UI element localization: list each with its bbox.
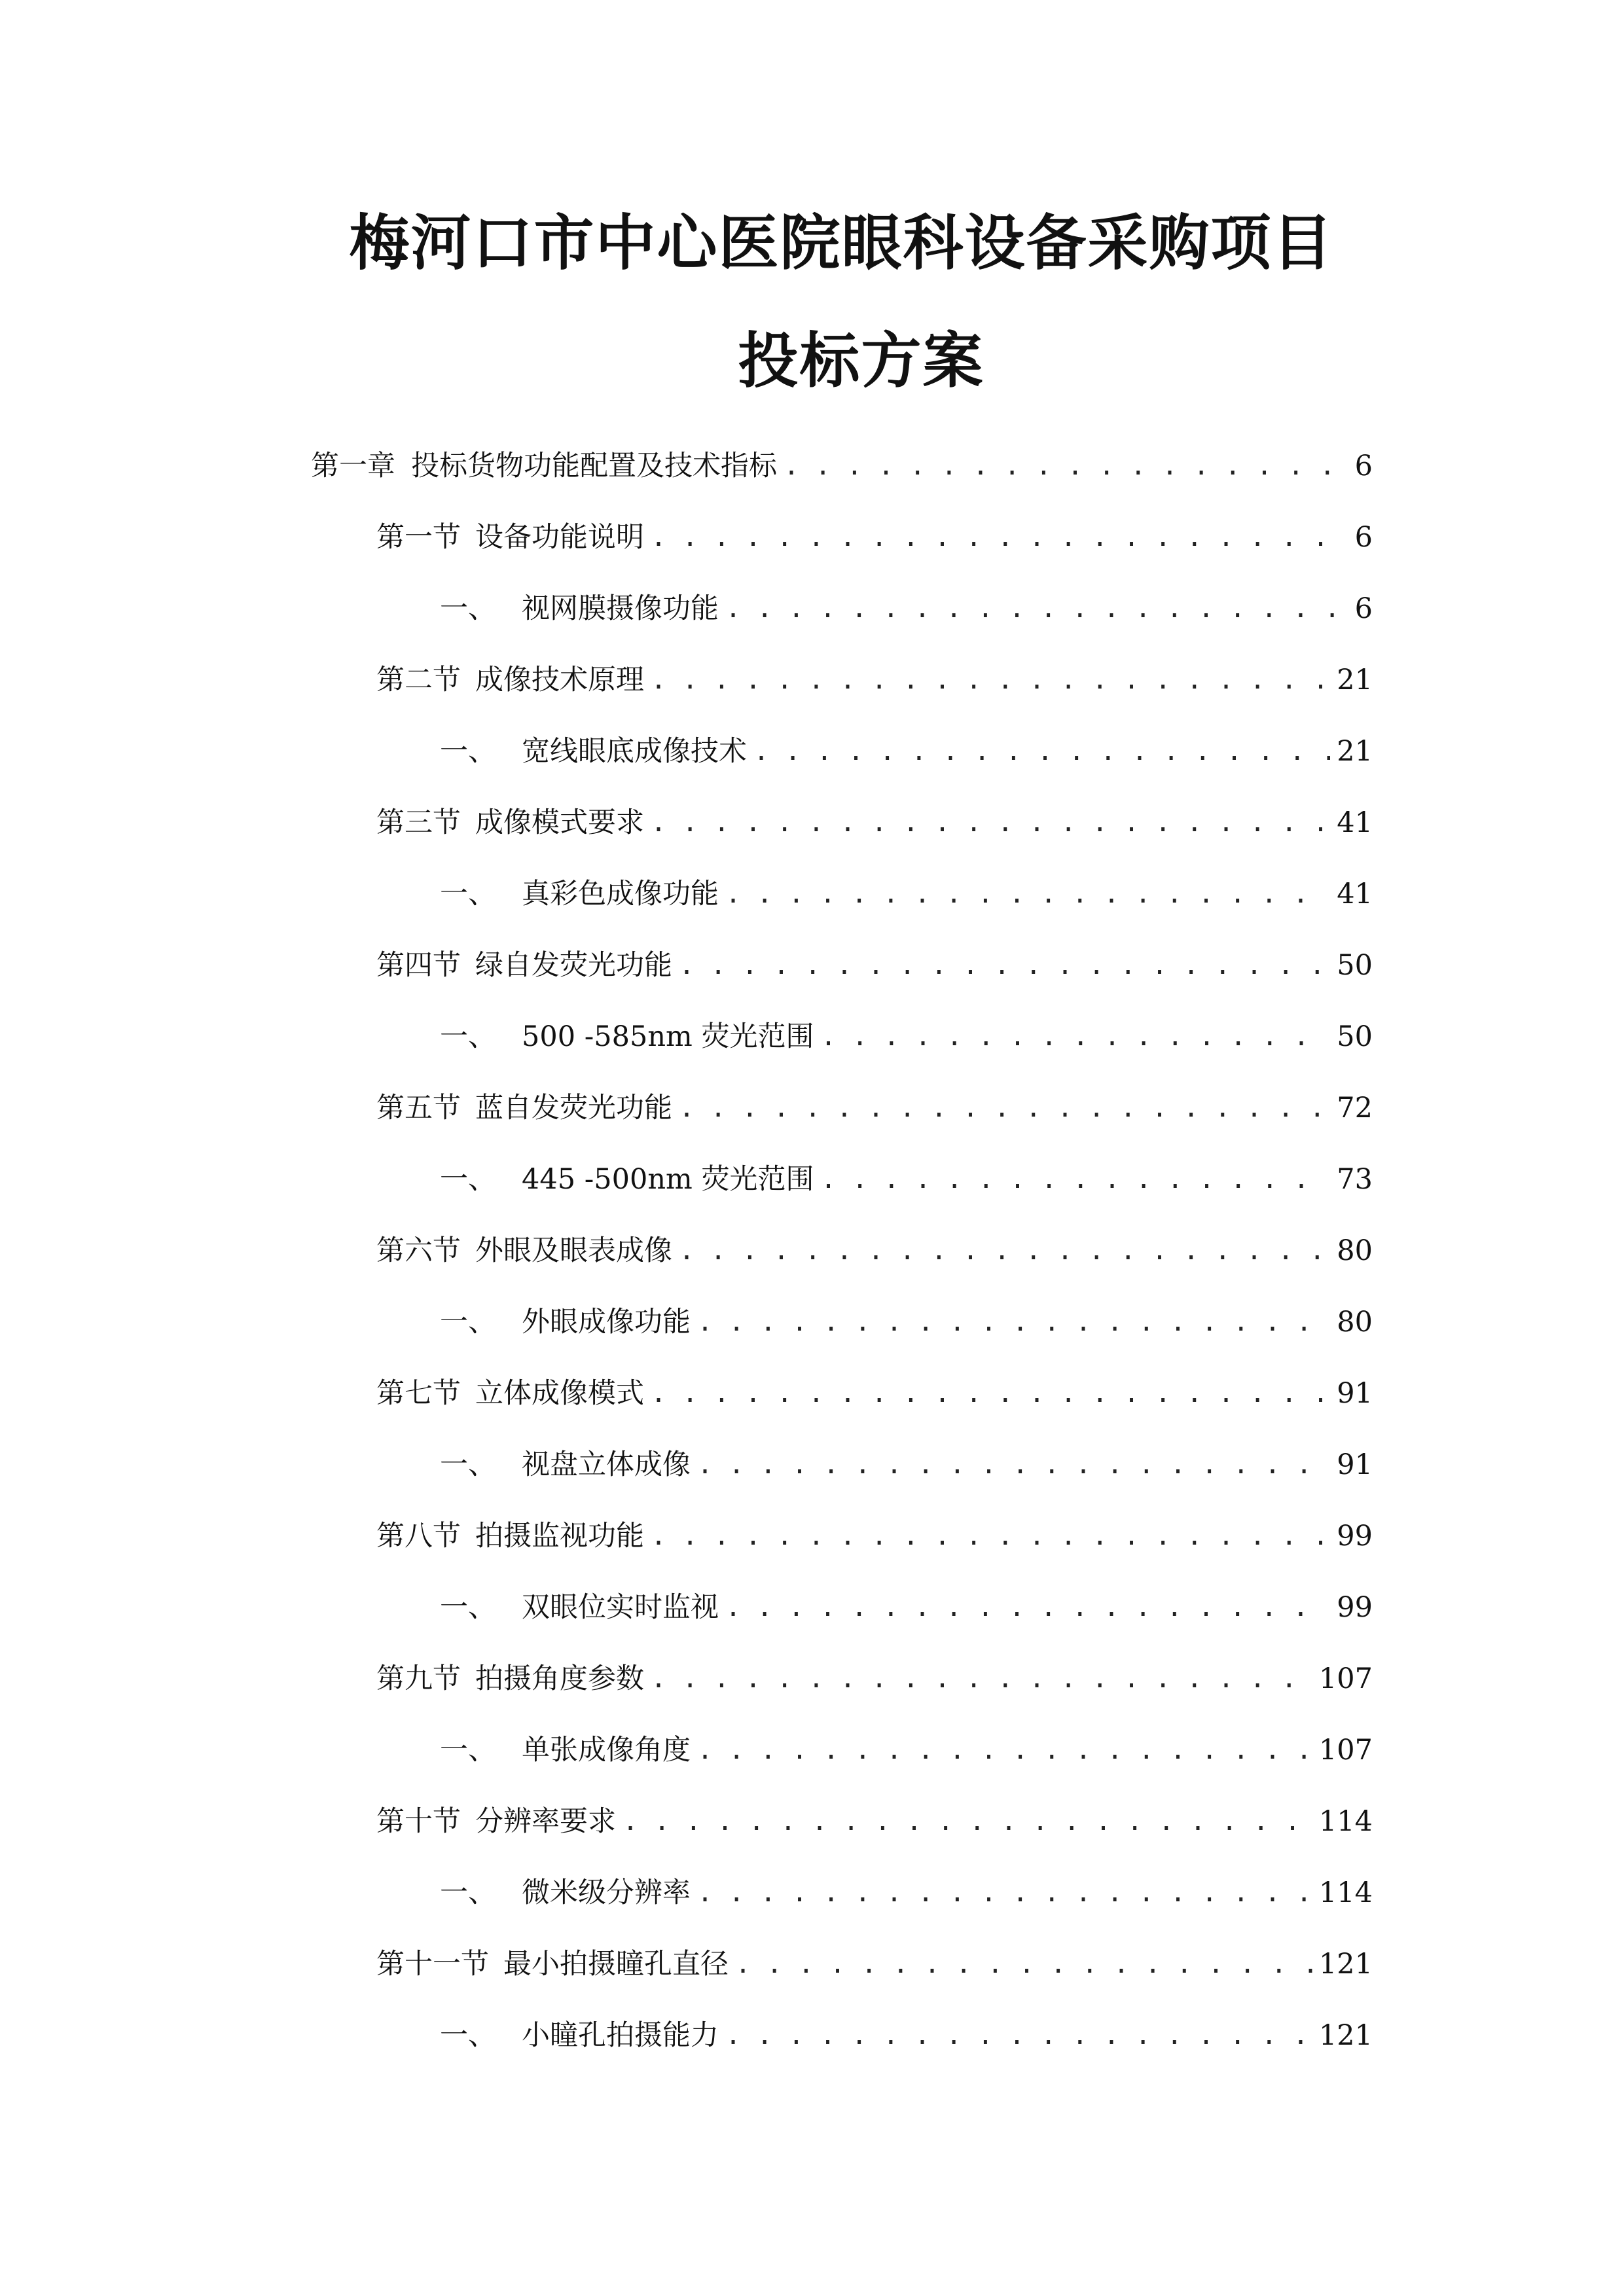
toc-entry-label: 投标货物功能配置及技术指标 xyxy=(411,450,777,482)
toc-item-number: 一、 xyxy=(440,1876,496,1909)
dot-leader xyxy=(697,1873,1312,1912)
toc-item-number: 一、 xyxy=(440,1020,496,1053)
toc-entry-label: 外眼及眼表成像 xyxy=(475,1234,672,1267)
dot-leader xyxy=(725,874,1330,914)
document-title: 梅河口市中心医院眼科设备采购项目 xyxy=(349,207,1334,278)
toc-page-number: 121 xyxy=(1318,2019,1373,2052)
dot-leader xyxy=(651,1373,1330,1413)
toc-entry-item[interactable] xyxy=(440,1302,1373,1342)
toc-section-number: 第二节 xyxy=(376,664,461,696)
toc-entry-section[interactable] xyxy=(376,1945,1373,1984)
toc-page-number: 6 xyxy=(1354,521,1373,554)
dot-leader xyxy=(623,1801,1312,1841)
toc-section-number: 第十一节 xyxy=(376,1948,489,1981)
toc-entry-item[interactable] xyxy=(440,1588,1373,1627)
toc-entry-label: 445 -500nm 荧光范围 xyxy=(522,1163,814,1196)
dot-leader xyxy=(697,1302,1330,1342)
toc-entry-label: 500 -585nm 荧光范围 xyxy=(522,1020,814,1053)
dot-leader xyxy=(725,1587,1330,1627)
toc-entry-label: 视盘立体成像 xyxy=(522,1448,691,1481)
toc-entry-label: 微米级分辨率 xyxy=(522,1876,691,1909)
toc-entry-section[interactable] xyxy=(376,1374,1373,1413)
toc-item-number: 一、 xyxy=(440,878,496,910)
dot-leader xyxy=(651,660,1330,700)
toc-page-number: 21 xyxy=(1337,735,1373,768)
toc-entry-item[interactable] xyxy=(440,1445,1373,1484)
toc-entry-section[interactable] xyxy=(376,803,1373,842)
toc-section-number: 第十节 xyxy=(376,1805,461,1838)
toc-entry-item[interactable] xyxy=(440,874,1373,914)
toc-entry-section[interactable] xyxy=(376,946,1373,985)
dot-leader xyxy=(651,1659,1312,1698)
toc-entry-item[interactable] xyxy=(440,2016,1373,2055)
toc-page-number: 114 xyxy=(1318,1876,1373,1909)
toc-item-number: 一、 xyxy=(440,1163,496,1196)
toc-entry-label: 成像技术原理 xyxy=(475,664,644,696)
toc-item-number: 一、 xyxy=(440,2019,496,2052)
toc-page-number: 80 xyxy=(1337,1306,1373,1338)
toc-section-number: 第七节 xyxy=(376,1377,461,1410)
toc-item-number: 一、 xyxy=(440,1591,496,1624)
dot-leader xyxy=(697,1444,1330,1484)
toc-page-number: 6 xyxy=(1354,592,1373,625)
toc-page-number: 50 xyxy=(1337,949,1373,982)
toc-entry-item[interactable] xyxy=(440,1017,1373,1056)
toc-page-number: 121 xyxy=(1318,1948,1373,1981)
toc-section-number: 第四节 xyxy=(376,949,461,982)
toc-section-number: 第九节 xyxy=(376,1662,461,1695)
toc-section-number: 第五节 xyxy=(376,1092,461,1124)
document-subtitle: 投标方案 xyxy=(738,325,984,396)
dot-leader xyxy=(820,1016,1330,1056)
dot-leader xyxy=(651,517,1348,557)
toc-entry-label: 拍摄监视功能 xyxy=(475,1520,644,1552)
dot-leader xyxy=(784,446,1348,486)
toc-entry-section[interactable] xyxy=(376,1231,1373,1270)
toc-page-number: 72 xyxy=(1337,1092,1373,1124)
toc-item-number: 一、 xyxy=(440,592,496,625)
dot-leader xyxy=(679,945,1330,985)
toc-entry-label: 立体成像模式 xyxy=(475,1377,644,1410)
toc-item-number: 一、 xyxy=(440,1306,496,1338)
toc-entry-label: 宽线眼底成像技术 xyxy=(522,735,747,768)
toc-section-number: 第六节 xyxy=(376,1234,461,1267)
toc-page-number: 107 xyxy=(1318,1734,1373,1767)
toc-entry-label: 设备功能说明 xyxy=(475,521,644,554)
toc-item-number: 一、 xyxy=(440,1448,496,1481)
toc-page-number: 21 xyxy=(1337,664,1373,696)
toc-entry-label: 绿自发荧光功能 xyxy=(475,949,672,982)
dot-leader xyxy=(820,1159,1330,1199)
toc-entry-item[interactable] xyxy=(440,732,1373,771)
toc-page-number: 6 xyxy=(1354,450,1373,482)
dot-leader xyxy=(697,1730,1312,1770)
toc-entry-item[interactable] xyxy=(440,1873,1373,1912)
toc-chapter-number: 第一章 xyxy=(311,450,395,482)
toc-entry-item[interactable] xyxy=(440,1731,1373,1770)
toc-entry-label: 小瞳孔拍摄能力 xyxy=(522,2019,719,2052)
toc-page-number: 99 xyxy=(1337,1520,1373,1552)
toc-page-number: 114 xyxy=(1318,1805,1373,1838)
toc-page-number: 80 xyxy=(1337,1234,1373,1267)
toc-entry-item[interactable] xyxy=(440,589,1373,628)
toc-page-number: 50 xyxy=(1337,1020,1373,1053)
toc-entry-chapter-1[interactable] xyxy=(311,446,1373,486)
toc-entry-section[interactable] xyxy=(376,1659,1373,1698)
toc-entry-label: 成像模式要求 xyxy=(475,806,644,839)
toc-entry-section[interactable] xyxy=(376,1516,1373,1556)
toc-entry-label: 拍摄角度参数 xyxy=(475,1662,644,1695)
dot-leader xyxy=(735,1944,1312,1984)
toc-section-number: 第八节 xyxy=(376,1520,461,1552)
toc-page-number: 99 xyxy=(1337,1591,1373,1624)
toc-section-number: 第一节 xyxy=(376,521,461,554)
toc-entry-item[interactable] xyxy=(440,1160,1373,1199)
toc-entry-label: 视网膜摄像功能 xyxy=(522,592,719,625)
dot-leader xyxy=(679,1230,1330,1270)
toc-entry-label: 外眼成像功能 xyxy=(522,1306,691,1338)
toc-page-number: 91 xyxy=(1337,1448,1373,1481)
toc-entry-label: 蓝自发荧光功能 xyxy=(475,1092,672,1124)
toc-entry-label: 真彩色成像功能 xyxy=(522,878,719,910)
dot-leader xyxy=(679,1088,1330,1128)
dot-leader xyxy=(753,731,1330,771)
dot-leader xyxy=(725,2015,1312,2055)
toc-page-number: 107 xyxy=(1318,1662,1373,1695)
toc-section-number: 第三节 xyxy=(376,806,461,839)
dot-leader xyxy=(651,1516,1330,1556)
dot-leader xyxy=(651,802,1330,842)
toc-entry-section[interactable] xyxy=(376,1802,1373,1841)
toc-page-number: 41 xyxy=(1337,878,1373,910)
toc-entry-section[interactable] xyxy=(376,660,1373,700)
dot-leader xyxy=(725,588,1348,628)
toc-entry-label: 单张成像角度 xyxy=(522,1734,691,1767)
toc-page-number: 91 xyxy=(1337,1377,1373,1410)
toc-page-number: 73 xyxy=(1337,1163,1373,1196)
toc-entry-label: 双眼位实时监视 xyxy=(522,1591,719,1624)
toc-entry-section[interactable] xyxy=(376,1088,1373,1128)
toc-entry-label: 最小拍摄瞳孔直径 xyxy=(503,1948,729,1981)
toc-page-number: 41 xyxy=(1337,806,1373,839)
toc-item-number: 一、 xyxy=(440,1734,496,1767)
toc-entry-section[interactable] xyxy=(376,518,1373,557)
toc-entry-label: 分辨率要求 xyxy=(475,1805,616,1838)
toc-item-number: 一、 xyxy=(440,735,496,768)
